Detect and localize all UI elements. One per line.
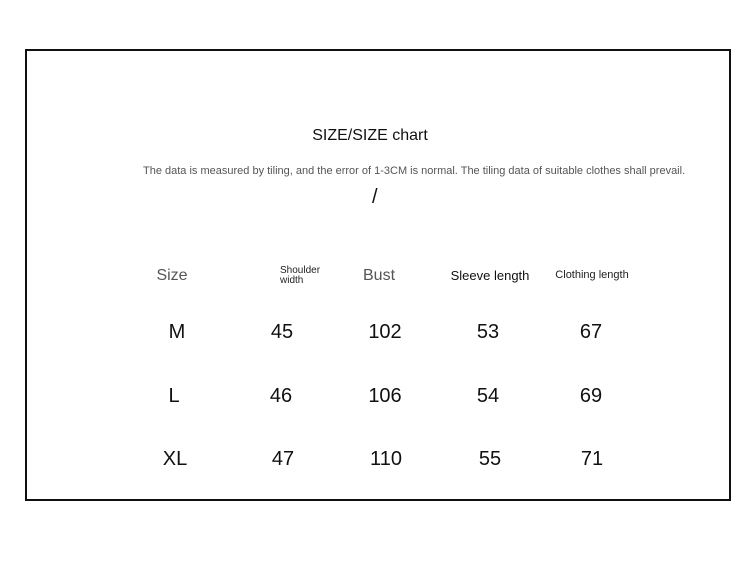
row-l-bust: 106: [368, 385, 402, 407]
row-m-sleeve: 53: [476, 321, 500, 343]
row-l-shoulder: 46: [269, 385, 293, 407]
header-size: Size: [156, 267, 188, 284]
row-l-sleeve: 54: [476, 385, 500, 407]
row-xl-size: XL: [162, 448, 188, 470]
header-clothing-length: Clothing length: [555, 269, 629, 281]
row-xl-clothing: 71: [580, 448, 604, 470]
header-shoulder-line1: Shoulder: [280, 265, 321, 276]
size-chart-frame: [25, 49, 731, 501]
header-shoulder-width: [280, 266, 340, 286]
row-xl-sleeve: 55: [478, 448, 502, 470]
row-m-size: M: [168, 321, 186, 343]
measurement-note: The data is measured by tiling, and the error of 1-3CM is normal. The tiling data of suitable clothes shall prevail.: [143, 165, 686, 177]
row-m-bust: 102: [368, 321, 402, 343]
chart-title: SIZE/SIZE chart: [312, 127, 428, 144]
row-m-clothing: 67: [579, 321, 603, 343]
row-l-size: L: [168, 385, 180, 407]
header-shoulder-line2: width: [280, 275, 304, 286]
row-l-clothing: 69: [579, 385, 603, 407]
header-sleeve-length: Sleeve length: [450, 268, 530, 283]
row-xl-shoulder: 47: [271, 448, 295, 470]
header-bust: Bust: [362, 267, 396, 284]
row-m-shoulder: 45: [270, 321, 294, 343]
row-xl-bust: 110: [370, 448, 402, 470]
separator-slash: /: [372, 186, 378, 208]
